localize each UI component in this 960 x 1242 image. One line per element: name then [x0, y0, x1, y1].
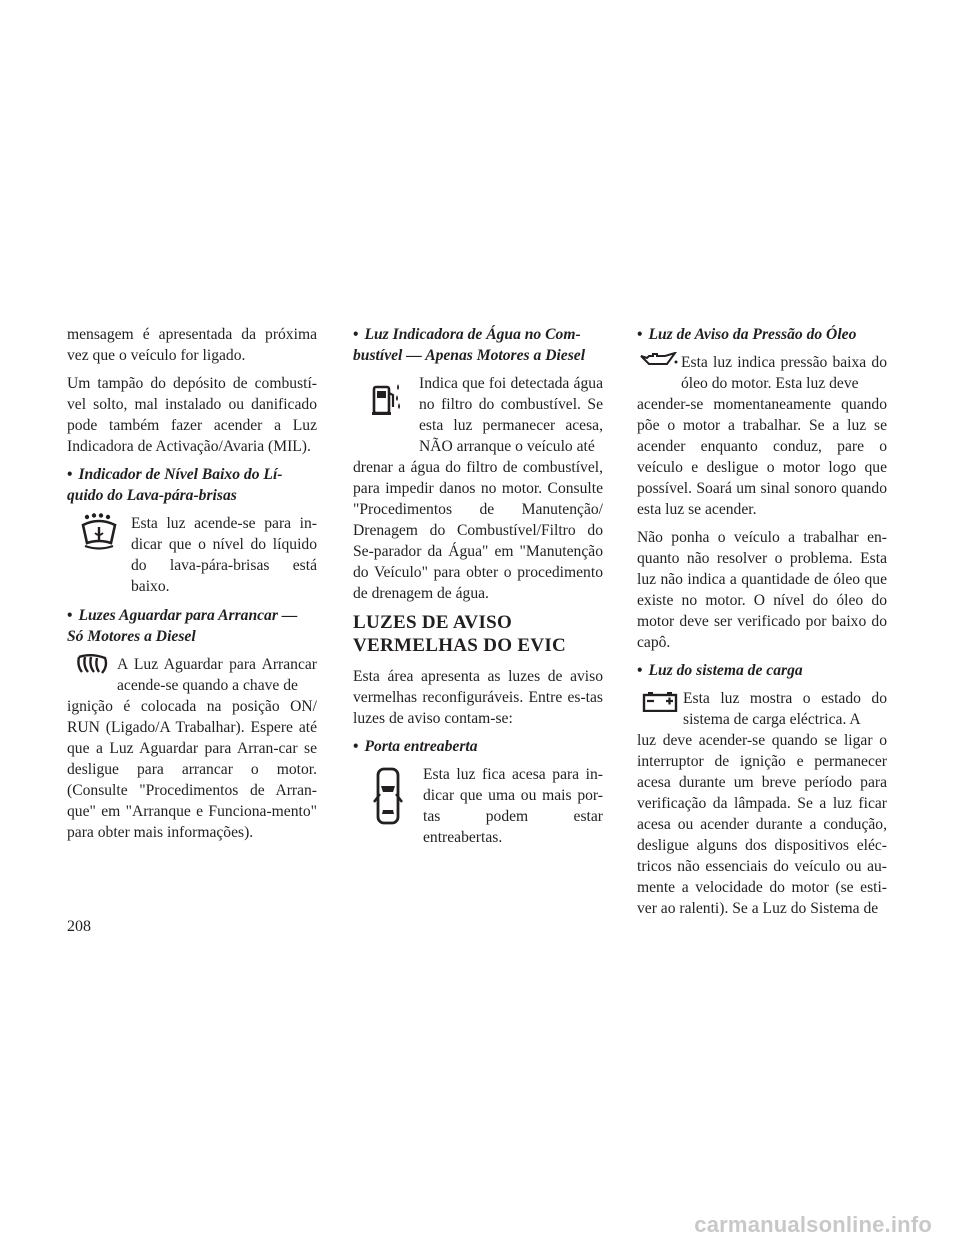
- section-title: LUZES DE AVISO VERMELHAS DO EVIC: [353, 612, 567, 656]
- oil-pressure-icon: [637, 352, 681, 368]
- water-in-fuel-icon: [353, 373, 419, 417]
- column-1: [67, 324, 317, 850]
- bullet-heading-glow: • Luzes Aguardar para Arrancar — Só Motores a Diesel: [67, 607, 298, 645]
- charging-system-item: Esta luz mostra o estado do sistema de carga eléctrica. A: [637, 688, 887, 730]
- paragraph: acender-se momentaneamente quando põe o motor a trabalhar. Se a luz se acender enquanto conduz, pare o veículo e desligue o motor logo que possível. Soará um sinal sonoro quando esta luz se acender.: [637, 396, 887, 518]
- page-number: 208: [67, 918, 91, 935]
- door-ajar-icon: [353, 764, 423, 826]
- bullet-heading-water-in-fuel: • Luz Indicadora de Água no Com-bustível — Apenas Motores a Diesel: [353, 326, 586, 364]
- washer-fluid-text: Esta luz acende-se para in-dicar que o nível do líquido do lava-pára-brisas está baixo.: [131, 515, 317, 595]
- paragraph: Não ponha o veículo a trabalhar en-quanto não resolver o problema. Esta luz não indica a quantidade de óleo que existe no motor. O nível do óleo do motor deve ser verificado por baixo do capô.: [637, 529, 887, 651]
- column-3: [637, 324, 887, 926]
- washer-fluid-item: [67, 513, 317, 597]
- oil-pressure-item: Esta luz indica pressão baixa do óleo do motor. Esta luz deve: [637, 352, 887, 394]
- glow-plug-item: A Luz Aguardar para Arrancar acende-se quando a chave de: [67, 654, 317, 696]
- bullet-heading-charge: • Luz do sistema de carga: [637, 662, 803, 679]
- bullet-heading-door: • Porta entreaberta: [353, 738, 478, 755]
- paragraph: ignição é colocada na posição ON/ RUN (Ligado/A Trabalhar). Espere até que a Luz Aguardar para Arran-car se desligue para arrancar o motor. (Consulte "Procedimentos de Arran-que" em "Arranque e Funciona-mento" para obter mais informações).: [67, 698, 317, 841]
- water-in-fuel-item: Indica que foi detectada água no filtro do combustível. Se esta luz permanecer acesa, NÃO arranque o veículo até: [353, 373, 603, 457]
- column-2: [353, 324, 603, 848]
- glow-plug-icon: [67, 654, 117, 676]
- paragraph: mensagem é apresentada da próxima vez que o veículo for ligado.: [67, 326, 317, 364]
- bullet-heading-oil: • Luz de Aviso da Pressão do Óleo: [637, 326, 857, 343]
- paragraph: luz deve acender-se quando se ligar o interruptor de ignição e permanecer acesa durante um breve período para verificação da lâmpada. Se a luz ficar acesa ou acender durante a condução, desligue alguns dos dispositivos eléc-tricos não essenciais do veículo ou au-mente a velocidade do motor (se esti-ver ao ralenti). Se a Luz do Sistema de: [637, 732, 887, 917]
- paragraph: drenar a água do filtro de combustível, para impedir danos no motor. Consulte "Procedimentos de Manutenção/ Drenagem do Combustível/Filtro do Se-parador da Água" em "Manutenção do Veículo" para obter o procedimento de drenagem de água.: [353, 459, 603, 602]
- bullet-heading-washer: • Indicador de Nível Baixo do Lí-quido do Lava-pára-brisas: [67, 466, 283, 504]
- battery-icon: [637, 688, 683, 712]
- door-ajar-item: Esta luz fica acesa para in-dicar que uma ou mais por-tas podem estar entreabertas.: [353, 764, 603, 848]
- paragraph: Esta área apresenta as luzes de aviso vermelhas reconfiguráveis. Entre es-tas luzes de aviso contam-se:: [353, 668, 603, 727]
- watermark-footer: carmanualsonline.info: [694, 1212, 932, 1237]
- washer-fluid-icon: [67, 513, 131, 553]
- paragraph: Um tampão do depósito de combustí-vel solto, mal instalado ou danificado pode também fazer acender a Luz Indicadora de Activação/Avaria (MIL).: [67, 375, 317, 455]
